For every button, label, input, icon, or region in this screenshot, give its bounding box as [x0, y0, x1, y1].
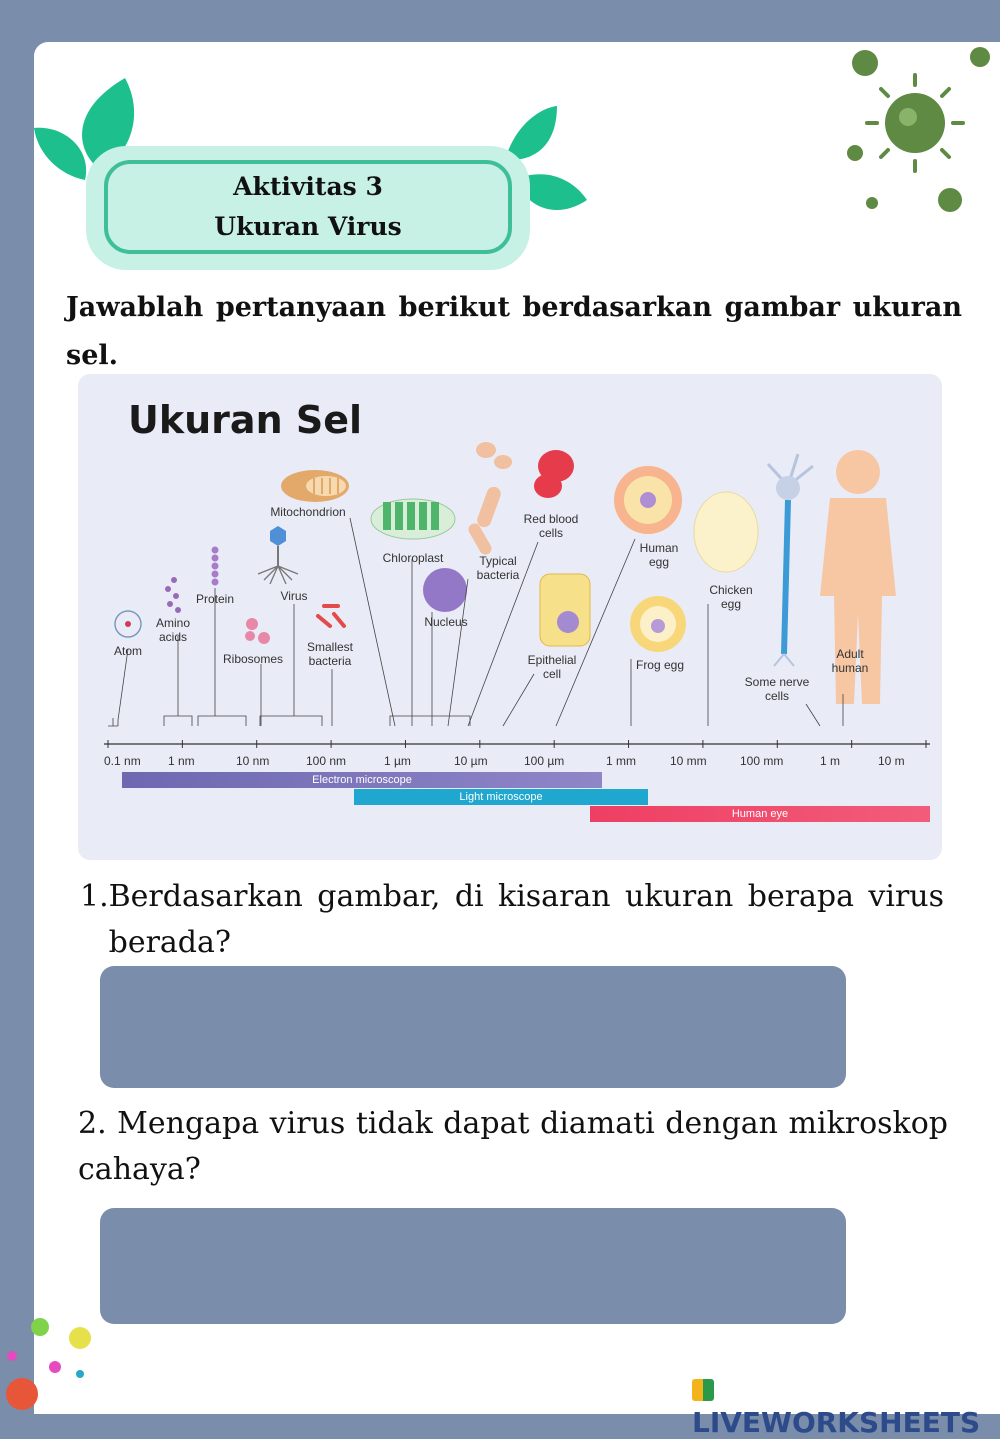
human-eye-band: Human eye [590, 806, 930, 822]
cell-size-figure [78, 374, 942, 860]
brand-text: LIVEWORKSHEETS [692, 1406, 981, 1439]
human-egg-icon [614, 466, 682, 534]
light-microscope-band: Light microscope [354, 789, 648, 805]
question-1-text: Berdasarkan gambar, di kisaran ukuran berapa virus berada? [108, 879, 944, 960]
label-typical-bacteria: Typical bacteria [476, 554, 520, 582]
tick-label: 10 mm [670, 754, 707, 768]
logo-icon [692, 1379, 714, 1401]
protein-icon [212, 547, 219, 586]
chicken-egg-icon [694, 492, 758, 572]
tick-label: 100 µm [524, 754, 565, 768]
atom-icon [115, 611, 141, 637]
tick-label: 1 mm [606, 754, 636, 768]
label-chloroplast: Chloroplast [382, 551, 444, 565]
question-2-text: 2. Mengapa virus tidak dapat diamati dengan mikroskop cahaya? [78, 1106, 948, 1187]
label-mitochondrion: Mitochondrion [270, 505, 346, 519]
frog-egg-icon [630, 596, 686, 652]
activity-title [104, 160, 512, 254]
tick-label: 10 nm [236, 754, 270, 768]
label-amino-acids: Amino acids [155, 616, 190, 644]
smallest-bacteria-icon [318, 606, 344, 626]
liveworksheets-logo [692, 1373, 1000, 1439]
instruction-text: Jawablah pertanyaan berikut berdasarkan gambar ukuran sel. [66, 292, 962, 371]
label-adult-human: Adult human [831, 647, 869, 675]
label-nucleus: Nucleus [424, 615, 468, 629]
answer-box-1[interactable] [100, 966, 846, 1088]
label-atom: Atom [113, 644, 142, 658]
nucleus-icon [423, 568, 467, 612]
virus-icon [258, 526, 298, 584]
tick-label: 1 µm [384, 754, 411, 768]
label-smallest-bacteria: Smallest bacteria [306, 640, 353, 668]
figure-title: Ukuran Sel [128, 398, 363, 442]
mitochondrion-icon [281, 470, 349, 502]
question-1 [80, 874, 944, 966]
ribosomes-icon [245, 618, 270, 644]
red-blood-cells-icon [534, 450, 574, 498]
electron-microscope-band: Electron microscope [122, 772, 602, 788]
tick-label: 0.1 nm [104, 754, 141, 768]
virus-decoration-colorful-icon [0, 1312, 110, 1412]
label-virus: Virus [280, 589, 308, 603]
activity-number: Aktivitas 3 [233, 172, 383, 201]
tick-label: 100 mm [740, 754, 784, 768]
tick-label: 10 m [878, 754, 905, 768]
label-epithelial-cell: Epithelial cell [527, 653, 577, 681]
label-human-egg: Human egg [639, 541, 679, 569]
chloroplast-icon [371, 499, 455, 539]
tick-label: 10 µm [454, 754, 488, 768]
question-1-number: 1. [80, 879, 109, 914]
nerve-cell-icon [768, 454, 813, 666]
tick-label: 100 nm [306, 754, 347, 768]
virus-decoration-icon [830, 35, 1000, 225]
label-protein: Protein [195, 592, 235, 606]
amino-acids-icon [165, 577, 181, 613]
tick-label: 1 m [820, 754, 841, 768]
label-red-blood-cells: Red blood cells [523, 512, 579, 540]
answer-box-2[interactable] [100, 1208, 846, 1324]
tick-label: 1 nm [168, 754, 195, 768]
typical-bacteria-icon [466, 442, 512, 557]
label-nerve-cells: Some nerve cells [744, 675, 810, 703]
epithelial-cell-icon [540, 574, 590, 646]
label-chicken-egg: Chicken egg [709, 583, 753, 611]
label-ribosomes: Ribosomes [222, 652, 284, 666]
activity-topic: Ukuran Virus [214, 212, 402, 241]
label-frog-egg: Frog egg [635, 658, 685, 672]
